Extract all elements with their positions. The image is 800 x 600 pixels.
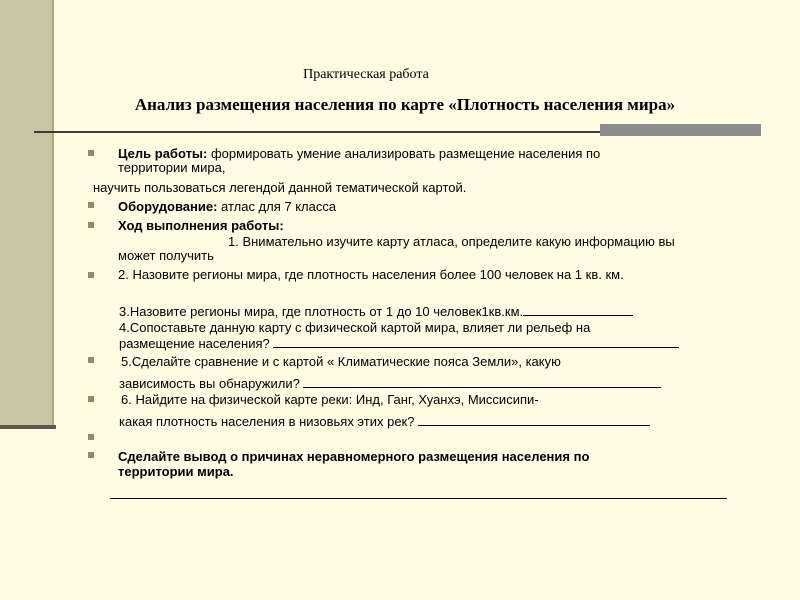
conclusion-answer-line (110, 498, 727, 499)
step4-answer-line (273, 335, 679, 348)
equipment-label: Оборудование: (118, 199, 218, 214)
sidebar-cap (0, 425, 56, 429)
subtitle: Практическая работа (303, 67, 429, 82)
step2: 2. Назовите регионы мира, где плотность населения более 100 человек на 1 кв. км. (118, 267, 624, 282)
step4-line-2-wrap (119, 335, 679, 351)
step3-answer-line (523, 303, 633, 316)
bullet-goal (88, 150, 94, 156)
step4-line-1: 4.Сопоставьте данную карту с физической картой мира, влияет ли рельеф на (119, 320, 591, 335)
step1-line-2: может получить (118, 248, 214, 263)
bullet-empty (88, 434, 94, 440)
title-rule-accent (600, 124, 761, 136)
step6-line-2: какая плотность населения в низовьях этих рек? (119, 414, 415, 429)
goal-line-2: территории мира, (118, 160, 226, 175)
step5-line-2: зависимость вы обнаружили? (119, 376, 300, 391)
step5-line-1: 5.Сделайте сравнение и с картой « Климатические пояса Земли», какую (121, 354, 561, 369)
conclusion-line-1: Сделайте вывод о причинах неравномерного размещения населения по (118, 449, 590, 464)
bullet-conclusion (88, 452, 94, 458)
bullet-step2 (88, 272, 94, 278)
bullet-equipment (88, 202, 94, 208)
step6-line-1: 6. Найдите на физической карте реки: Инд, Ганг, Хуанхэ, Миссисипи- (121, 392, 539, 407)
page-title: Анализ размещения населения по карте «Плотность населения мира» (134, 95, 676, 114)
conclusion-line-2: территории мира. (118, 464, 234, 479)
goal-line-3: научить пользоваться легендой данной тематической картой. (93, 180, 467, 195)
step5-answer-line (303, 375, 661, 388)
bullet-step6 (88, 396, 94, 402)
step6-answer-line (418, 413, 650, 426)
equipment-text: атлас для 7 класса (217, 199, 337, 214)
step4-line-2: размещение населения? (119, 336, 270, 351)
step1-line-1: 1. Внимательно изучите карту атласа, определите какую информацию вы (228, 234, 675, 249)
step5-line-2-wrap (119, 375, 661, 391)
bullet-step5 (88, 357, 94, 363)
step3-line (119, 303, 633, 319)
goal-line (118, 147, 600, 161)
goal-text: формировать умение анализировать размещение населения по (207, 146, 601, 161)
equipment-line (118, 200, 336, 214)
step3: 3.Назовите регионы мира, где плотность от 1 до 10 человек1кв.км. (119, 304, 524, 319)
step6-line-2-wrap (119, 413, 650, 429)
decorative-sidebar (0, 0, 54, 425)
procedure-label: Ход выполнения работы: (118, 218, 284, 233)
bullet-procedure (88, 222, 94, 228)
goal-label: Цель работы: (118, 146, 208, 161)
